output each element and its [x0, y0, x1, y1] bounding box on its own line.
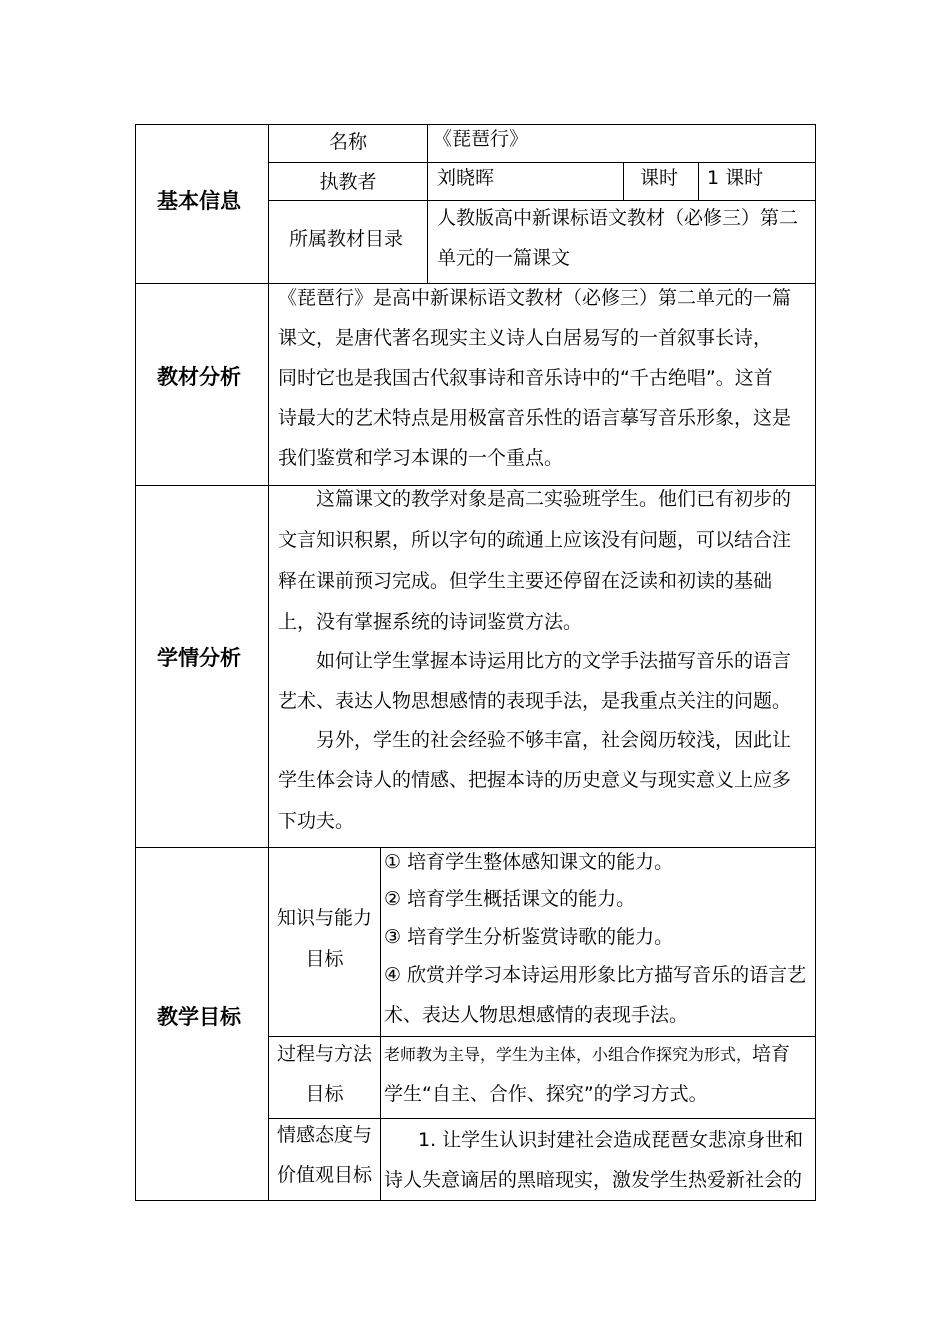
textbook-analysis-line: 我们鉴赏和学习本课的一个重点。	[278, 447, 564, 469]
student-analysis-line: 另外，学生的社会经验不够丰富，社会阅历较浅，因此让	[316, 729, 792, 751]
process-goal-line	[384, 1043, 790, 1066]
section-divider	[135, 847, 816, 848]
column-divider	[380, 847, 381, 1201]
student-analysis-line: 上，没有掌握系统的诗词鉴赏方法。	[278, 611, 583, 633]
section-header-student-analysis: 学情分析	[157, 646, 241, 670]
emotion-goal-label: 情感态度与	[276, 1124, 372, 1146]
emotion-goal-line: 1. 让学生认识封建社会造成琵琶女悲凉身世和	[418, 1129, 804, 1151]
catalog-line: 单元的一篇课文	[437, 247, 571, 269]
student-analysis-line: 艺术、表达人物思想感情的表现手法，是我重点关注的问题。	[278, 690, 792, 712]
process-goal-line-end: 培育	[752, 1043, 791, 1065]
row-divider	[268, 162, 816, 163]
student-analysis-line: 学生体会诗人的情感、把握本诗的历史意义与现实意义上应多	[278, 769, 792, 791]
row-divider	[268, 1036, 816, 1037]
textbook-analysis-line: 课文，是唐代著名现实主义诗人白居易写的一首叙事长诗，	[278, 327, 773, 349]
section-header-textbook-analysis: 教材分析	[157, 365, 241, 389]
column-divider	[623, 162, 624, 201]
knowledge-goal-line: ① 培育学生整体感知课文的能力。	[384, 851, 674, 873]
period-value: 1 课时	[707, 167, 764, 189]
name-label: 名称	[328, 131, 367, 153]
section-divider	[135, 283, 816, 284]
knowledge-goal-line: ④ 欣赏并学习本诗运用形象比方描写音乐的语言艺	[384, 964, 807, 986]
knowledge-goal-line: ② 培育学生概括课文的能力。	[384, 888, 636, 910]
student-analysis-line: 这篇课文的教学对象是高二实验班学生。他们已有初步的	[316, 488, 792, 510]
catalog-line: 人教版高中新课标语文教材（必修三）第二	[437, 207, 799, 229]
knowledge-goal-label: 知识与能力	[276, 907, 372, 929]
column-divider	[268, 124, 269, 1201]
student-analysis-line: 如何让学生掌握本诗运用比方的文学手法描写音乐的语言	[316, 650, 792, 672]
process-goal-label: 目标	[305, 1083, 344, 1105]
row-divider	[268, 200, 816, 201]
row-divider	[268, 1118, 816, 1119]
emotion-goal-line: 诗人失意谪居的黑暗现实，激发学生热爱新社会的	[384, 1169, 803, 1191]
table-border-left	[135, 124, 136, 1201]
knowledge-goal-line: ③ 培育学生分析鉴赏诗歌的能力。	[384, 926, 674, 948]
table-border-bottom	[135, 1200, 816, 1201]
student-analysis-line: 下功夫。	[278, 810, 355, 832]
teacher-value: 刘晓晖	[437, 167, 495, 189]
table-border-top	[135, 124, 816, 125]
section-header-teaching-goals: 教学目标	[157, 1005, 241, 1029]
textbook-analysis-line: 同时它也是我国古代叙事诗和音乐诗中的“千古绝唱”。这首	[278, 367, 773, 389]
process-goal-line-small: 老师教为主导，学生为主体，小组合作探究为形式，	[384, 1045, 753, 1064]
textbook-analysis-line: 《琵琶行》是高中新课标语文教材（必修三）第二单元的一篇	[278, 287, 792, 309]
student-analysis-line: 文言知识积累，所以字句的疏通上应该没有问题，可以结合注	[278, 529, 792, 551]
process-goal-line: 学生“自主、合作、探究”的学习方式。	[384, 1083, 708, 1105]
period-label: 课时	[640, 167, 679, 189]
knowledge-goal-label: 目标	[305, 948, 344, 970]
emotion-goal-label: 价值观目标	[276, 1164, 372, 1186]
process-goal-label: 过程与方法	[276, 1043, 372, 1065]
student-analysis-line: 释在课前预习完成。但学生主要还停留在泛读和初读的基础	[278, 570, 773, 592]
knowledge-goal-line: 术、表达人物思想感情的表现手法。	[384, 1004, 689, 1026]
table-border-right	[815, 124, 816, 1201]
textbook-analysis-line: 诗最大的艺术特点是用极富音乐性的语言摹写音乐形象，这是	[278, 407, 792, 429]
catalog-label: 所属教材目录	[289, 228, 404, 250]
section-divider	[135, 485, 816, 486]
name-value: 《琵琶行》	[433, 128, 529, 150]
teacher-label: 执教者	[319, 171, 377, 193]
column-divider	[698, 162, 699, 201]
section-header-basic-info: 基本信息	[157, 189, 241, 213]
